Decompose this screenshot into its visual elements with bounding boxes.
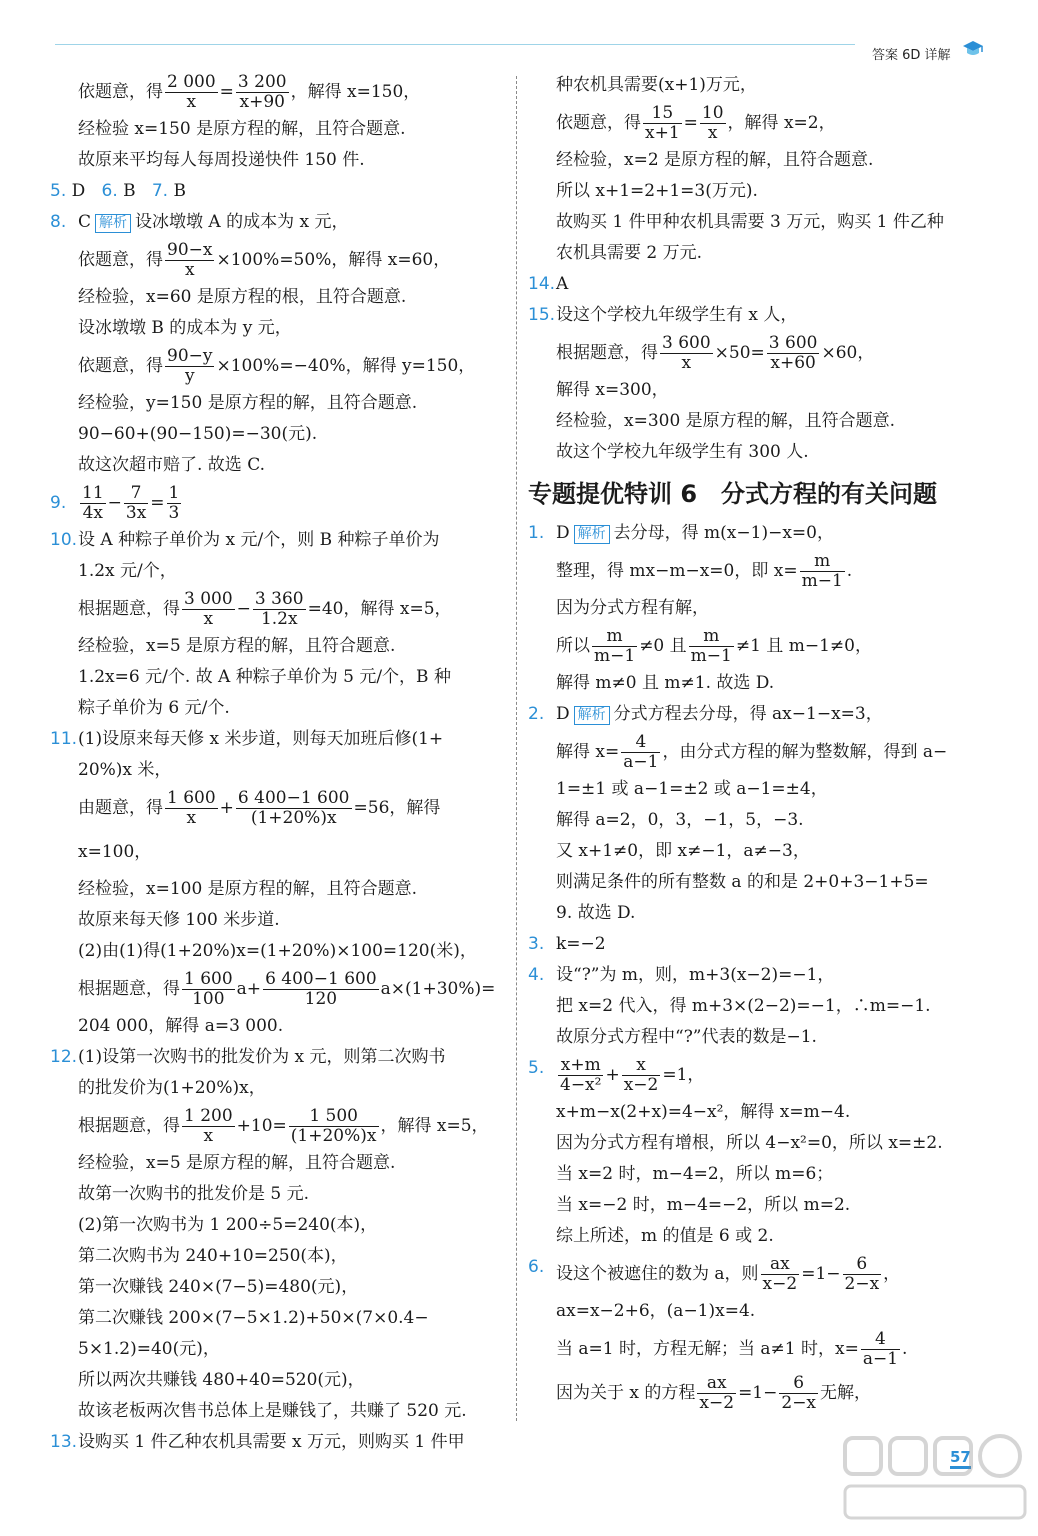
- question-number: 12.: [50, 1047, 78, 1067]
- answers-5-7: 5. D 6. B 7. B: [50, 181, 186, 201]
- fraction: $\frac{x}{x-2}$: [623, 1055, 659, 1095]
- text-line: 经检验，y=150 是原方程的解，且符合题意.: [78, 393, 418, 413]
- topic-question-6: 6. 设这个被遮住的数为 a，则 $\frac{ax}{x-2}$ =1− $\frac{6}{2-x}$ ， ax=x−2+6，(a−1)x=4. 当 a=1 时，方程无解；当 a≠1 时，x= $\frac{4}{a-1}$ . 因为关于 x 的方程 $\frac{ax}{x-2}$ =1− $\frac{6}{2-x}$ 无解，: [528, 1252, 988, 1415]
- question-number: 4.: [528, 965, 545, 985]
- question-number: 11.: [50, 729, 78, 749]
- fraction: $\frac{1 600}{100}$: [184, 969, 233, 1009]
- text-line: 故购买 1 件甲种农机具需要 3 万元，购买 1 件乙种: [556, 212, 944, 232]
- fraction: $\frac{11}{4x}$: [82, 483, 104, 523]
- text-line: 90−60+(90−150)=−30(元).: [78, 424, 318, 444]
- analysis-tag: 解析: [574, 706, 610, 725]
- text-line: 经检验，x=2 是原方程的解，且符合题意.: [556, 150, 874, 170]
- question-8: 8. C 解析 设冰墩墩 A 的成本为 x 元，: [50, 207, 505, 238]
- page-number: 57: [950, 1448, 971, 1469]
- fraction: $\frac{90-y}{y}$: [167, 346, 213, 386]
- graduation-cap-icon: [962, 40, 984, 58]
- left-column: [50, 70, 505, 1458]
- fraction: $\frac{6}{2-x}$: [844, 1254, 880, 1294]
- question-13: 13. 设购买 1 件乙种农机具需要 x 万元，则购买 1 件甲: [50, 1427, 505, 1458]
- fraction: $\frac{6 400-1 600}{(1+20\%)x}$: [237, 788, 350, 828]
- equation-line: 根据题意，得 $\frac{1 600}{100}$ a+ $\frac{6 400-1 600}{120}$ a×(1+30%)=: [78, 969, 496, 1009]
- topic-question-2: 2. D 解析 分式方程去分母，得 ax−1−x=3， 解得 x= $\frac{4}{a-1}$ ，由分式方程的解为整数解，得到 a− 1=±1 或 a−1=±2 或 a−1=±4， 解得 a=2，0，3，−1，5，−3. 又 x+1≠0，即 x≠−1，a≠−3， 则满足条件的所有整数 a 的和是 2+0+3−1+5= 9. 故选 D.: [528, 699, 988, 929]
- equation-line: 解得 x= $\frac{4}{a-1}$ ，由分式方程的解为整数解，得到 a−: [556, 732, 948, 772]
- column-divider: [516, 76, 517, 1421]
- analysis-tag: 解析: [574, 525, 610, 544]
- equation-line: 由题意，得 $\frac{1 600}{x}$ + $\frac{6 400-1 600}{(1+20\%)x}$ =56，解得 x=100，: [78, 788, 441, 862]
- text-line: 故原来平均每人每周投递快件 150 件.: [78, 150, 365, 170]
- fraction: $\frac{6}{2-x}$: [781, 1373, 817, 1413]
- equation-line: 依题意，得 $\frac{2 000}{x}$ = $\frac{3 200}{x+90}$ ，解得 x=150，: [78, 72, 421, 112]
- text-line: 经检验，x=60 是原方程的根，且符合题意.: [78, 287, 407, 307]
- analysis-tag: 解析: [95, 214, 131, 233]
- fraction: $\frac{90-x}{x}$: [167, 240, 213, 280]
- fraction: $\frac{m}{m-1}$: [690, 626, 732, 666]
- topic-question-4: 4. 设“?”为 m，则，m+3(x−2)=−1， 把 x=2 代入，得 m+3×(2−2)=−1，∴m=−1. 故原分式方程中“?”代表的数是−1.: [528, 960, 988, 1053]
- fraction: $\frac{3 600}{x}$: [662, 333, 711, 373]
- fraction: $\frac{3 360}{1.2x}$: [254, 589, 304, 629]
- text-line: 种农机具需要(x+1)万元，: [556, 75, 757, 95]
- fraction: $\frac{1 600}{x}$: [167, 788, 216, 828]
- question-number: 2.: [528, 704, 545, 724]
- fraction: $\frac{15}{x+1}$: [645, 103, 680, 143]
- equation-line: 根据题意，得 $\frac{1 200}{x}$ +10= $\frac{1 500}{(1+20\%)x}$ ，解得 x=5，: [78, 1106, 489, 1146]
- fraction: $\frac{6 400-1 600}{120}$: [265, 969, 377, 1009]
- fraction: $\frac{3 000}{x}$: [184, 589, 233, 629]
- question-12: 12. (1)设第一次购书的批发价为 x 元，则第二次购书 的批发价为(1+20%)x， 根据题意，得 $\frac{1 200}{x}$ +10= $\frac{1 500}{(1+20\%)x}$ ，解得 x=5， 经检验，x=5 是原方程的解，且符合题意. 故第一次购书的批发价是 5 元. (2)第一次购书为 1 200÷5=240(本)， 第二次购书为 240+10=250(本)， 第一次赚钱 240×(7−5)=480(元)， 第二次赚钱 200×(7−5×1.2)+50×(7×0.4− 5×1.2)=40(元)， 所以两次共赚钱 480+40=520(元)， 故该老板两次售书总体上是赚钱了，共赚了 520 元.: [50, 1042, 505, 1427]
- text-line: 所以 x+1=2+1=3(万元).: [556, 181, 758, 201]
- equation-line: 依题意，得 $\frac{90-y}{y}$ ×100%=−40%，解得 y=150，: [78, 346, 476, 386]
- header-rule: [55, 44, 855, 45]
- fraction: $\frac{7}{3x}$: [125, 483, 147, 523]
- question-10: 10. 设 A 种粽子单价为 x 元/个，则 B 种粽子单价为 1.2x 元/个， 根据题意，得 $\frac{3 000}{x}$ − $\frac{3 360}{1.2x}$ =40，解得 x=5， 经检验，x=5 是原方程的解，且符合题意. 1.2x=6 元/个. 故 A 种粽子单价为 5 元/个，B 种 粽子单价为 6 元/个.: [50, 525, 505, 724]
- question-number: 14.: [528, 274, 556, 294]
- fraction: $\frac{1 200}{x}$: [184, 1106, 233, 1146]
- equation-line: 当 a=1 时，方程无解；当 a≠1 时，x= $\frac{4}{a-1}$ .: [556, 1329, 908, 1369]
- text-line: 设冰墩墩 B 的成本为 y 元，: [78, 318, 292, 338]
- equation-line: 因为关于 x 的方程 $\frac{ax}{x-2}$ =1− $\frac{6}{2-x}$ 无解，: [556, 1373, 872, 1413]
- question-number: 9.: [50, 493, 67, 513]
- fraction: $\frac{x+m}{\text{4−x²}}$: [560, 1055, 602, 1095]
- equation-line: 根据题意，得 $\frac{3 000}{x}$ − $\frac{3 360}{1.2x}$ =40，解得 x=5，: [78, 589, 452, 629]
- fraction: $\frac{m}{m-1}$: [801, 551, 843, 591]
- fraction: $\frac{4}{a-1}$: [623, 732, 659, 772]
- fraction: $\frac{2 000}{x}$: [167, 72, 216, 112]
- equation-line: 根据题意，得 $\frac{3 600}{x}$ ×50= $\frac{3 600}{x+60}$ ×60，: [556, 333, 875, 373]
- right-column: [528, 70, 988, 1415]
- equation-line: 整理，得 mx−m−x=0，即 x= $\frac{m}{m-1}$ .: [556, 551, 853, 591]
- question-14: 14. A: [528, 269, 988, 300]
- question-11: 11. (1)设原来每天修 x 米步道，则每天加班后修(1+ 20%)x 米， 由题意，得 $\frac{1 600}{x}$ + $\frac{6 400-1 600}{(1+20\%)x}$ =56，解得 x=100， 经检验，x=100 是原方程的解，且符合题意. 故原来每天修 100 米步道. (2)由(1)得(1+20%)x=(1+20%)×100=120(米)， 根据题意，得 $\frac{1 600}{100}$ a+ $\frac{6 400-1 600}{120}$ a×(1+30%)= 204 000，解得 a=3 000.: [50, 724, 505, 1042]
- fraction: $\frac{3 200}{x+90}$: [237, 72, 287, 112]
- topic-question-3: 3. k=−2: [528, 929, 988, 960]
- equation-line: 依题意，得 $\frac{15}{x+1}$ = $\frac{10}{x}$ ，解得 x=2，: [556, 103, 836, 143]
- question-number: 5.: [528, 1058, 545, 1078]
- fraction: $\frac{1 500}{(1+20\%)x}$: [290, 1106, 377, 1146]
- question-number: 10.: [50, 530, 78, 550]
- fraction: $\frac{10}{x}$: [701, 103, 724, 143]
- question-number: 8.: [50, 212, 67, 232]
- text-line: 农机具需要 2 万元.: [556, 243, 703, 263]
- fraction: $\frac{3 600}{x+60}$: [768, 333, 818, 373]
- fraction: $\frac{1}{3}$: [168, 483, 180, 523]
- text-line: 故这次超市赔了. 故选 C.: [78, 455, 266, 475]
- fraction: $\frac{ax}{x-2}$: [699, 1373, 735, 1413]
- topic-question-1: 1. D 解析 去分母，得 m(x−1)−x=0， 整理，得 mx−m−x=0，即 x= $\frac{m}{m-1}$ . 因为分式方程有解， 所以 $\frac{m}{m-1}$ ≠0 且 $\frac{m}{m-1}$ ≠1 且 m−1≠0， 解得 m≠0 且 m≠1. 故选 D.: [528, 518, 988, 699]
- fraction: $\frac{ax}{x-2}$: [762, 1254, 798, 1294]
- equation-line: 所以 $\frac{m}{m-1}$ ≠0 且 $\frac{m}{m-1}$ ≠1 且 m−1≠0，: [556, 626, 872, 666]
- question-number: 1.: [528, 523, 545, 543]
- question-number: 15.: [528, 305, 556, 325]
- site-watermark: [840, 1430, 1030, 1525]
- question-15: 15. 设这个学校九年级学生有 x 人， 根据题意，得 $\frac{3 600}{x}$ ×50= $\frac{3 600}{x+60}$ ×60， 解得 x=300， 经检验，x=300 是原方程的解，且符合题意. 故这个学校九年级学生有 300 人.: [528, 300, 988, 468]
- equation-line: $\frac{x+m}{\text{4−x²}}$ + $\frac{x}{x-2}$ =1，: [560, 1055, 705, 1095]
- equation-line: 设这个被遮住的数为 a，则 $\frac{ax}{x-2}$ =1− $\frac{6}{2-x}$ ，: [556, 1254, 901, 1294]
- question-number: 6.: [528, 1257, 545, 1277]
- fraction: $\frac{m}{m-1}$: [594, 626, 636, 666]
- question-9: 9. $\frac{11}{4x}$ − $\frac{7}{3x}$ = $\frac{1}{3}$: [50, 483, 180, 523]
- header-title: 答案 6D 详解: [872, 48, 951, 63]
- equation-line: 依题意，得 $\frac{90-x}{x}$ ×100%=50%，解得 x=60，: [78, 240, 451, 280]
- question-number: 13.: [50, 1432, 78, 1452]
- fraction: $\frac{4}{a-1}$: [862, 1329, 899, 1369]
- topic-question-5: 5. $\frac{x+m}{\text{4−x²}}$ + $\frac{x}{x-2}$ =1， x+m−x(2+x)=4−x²，解得 x=m−4. 因为分式方程有增根，所以 4−x²=0，所以 x=±2. 当 x=2 时，m−4=2，所以 m=6； 当 x=−2 时，m−4=−2，所以 m=2. 综上所述，m 的值是 6 或 2.: [528, 1053, 988, 1252]
- question-number: 3.: [528, 934, 545, 954]
- section-title: 专题提优特训 6 分式方程的有关问题: [528, 480, 938, 508]
- text-line: 经检验 x=150 是原方程的解，且符合题意.: [78, 119, 406, 139]
